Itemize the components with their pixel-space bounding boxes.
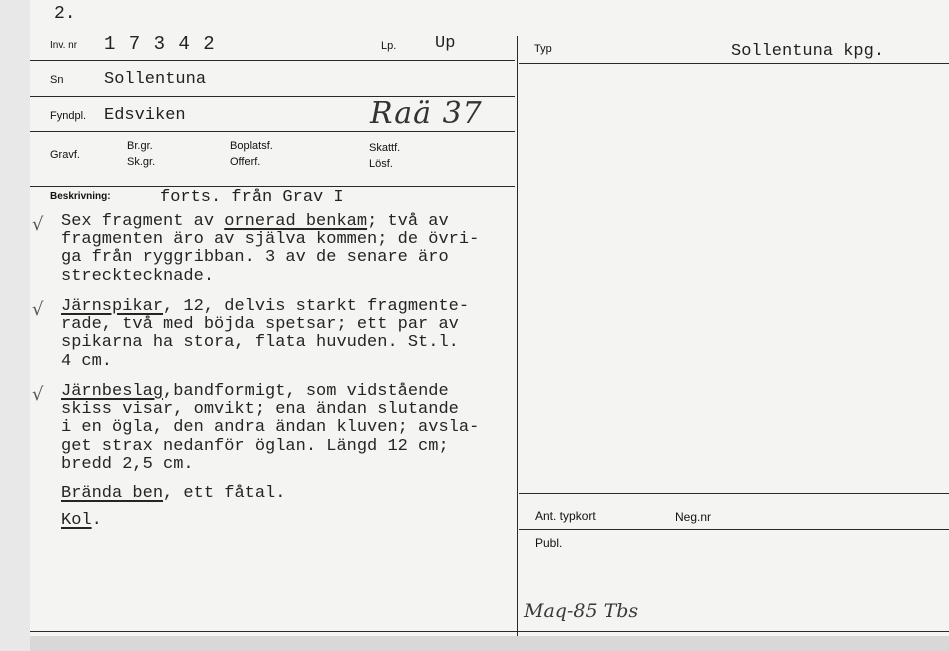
- description-text: ,bandformigt, som vidstående: [163, 382, 449, 401]
- check-mark-icon: √: [32, 299, 44, 320]
- description-text: ga från ryggribban. 3 av de senare äro: [61, 248, 449, 268]
- divider-bottom: [30, 631, 949, 632]
- ant-typkort-label: Ant. typkort: [535, 509, 596, 523]
- typ-value: Sollentuna kpg.: [731, 42, 885, 61]
- description-text: fragmenten äro av själva kommen; de övri-: [61, 230, 480, 250]
- offerf-label: Offerf.: [230, 156, 261, 168]
- description-text: rade, två med böjda spetsar; ett par av: [61, 315, 459, 335]
- underlined-term: Järnspikar: [61, 297, 164, 316]
- description-text: skiss visar, omvikt; ena ändan slutande: [61, 400, 459, 420]
- description-text: bredd 2,5 cm.: [61, 454, 194, 474]
- description-line: [61, 511, 102, 530]
- gravf-label: Gravf.: [50, 149, 80, 161]
- description-line: [61, 455, 194, 474]
- description-line: [61, 297, 469, 316]
- underlined-term: Brända ben: [61, 484, 164, 503]
- divider-row1: [30, 60, 515, 61]
- negnr-label: Neg.nr: [675, 510, 712, 524]
- boplatsf-label: Boplatsf.: [230, 140, 273, 152]
- description-line: [61, 315, 459, 334]
- skgr-label: Sk.gr.: [127, 156, 156, 168]
- description-line: [61, 333, 459, 352]
- description-line: [61, 484, 285, 503]
- inv-nr-value: 1 7 3 4 2: [104, 33, 216, 55]
- bottom-handwritten: Maq-85 Tbs: [524, 600, 639, 622]
- description-text: , 12, delvis starkt fragmente-: [163, 297, 470, 316]
- fyndpl-label: Fyndpl.: [50, 110, 87, 122]
- losf-label: Lösf.: [369, 158, 393, 170]
- underlined-term: Järnbeslag: [61, 382, 164, 401]
- divider-row3: [30, 131, 515, 132]
- description-line: [61, 230, 479, 249]
- description-line: [61, 248, 449, 267]
- lp-value: Up: [435, 34, 456, 53]
- divider-typkort: [519, 493, 949, 494]
- beskrivning-label: Beskrivning:: [50, 191, 111, 202]
- skattf-label: Skattf.: [369, 142, 401, 154]
- catalog-card: [30, 0, 949, 651]
- sn-label: Sn: [50, 74, 64, 86]
- typ-label: Typ: [534, 43, 552, 55]
- description-text: .: [91, 511, 102, 530]
- beskrivning-intro: forts. från Grav I: [160, 188, 344, 207]
- card-number: 2.: [54, 4, 76, 24]
- description-text: Sex fragment av: [61, 212, 225, 231]
- lp-label: Lp.: [381, 40, 397, 52]
- column-divider: [517, 36, 518, 636]
- brgr-label: Br.gr.: [127, 140, 153, 152]
- description-line: [61, 212, 449, 231]
- description-text: strecktecknade.: [61, 266, 215, 286]
- description-line: [61, 437, 449, 456]
- fyndpl-value: Edsviken: [104, 106, 186, 125]
- description-text: get strax nedanför öglan. Längd 12 cm;: [61, 436, 449, 456]
- description-text: spikarna ha stora, flata huvuden. St.l.: [61, 333, 459, 353]
- underlined-term: ornerad benkam: [224, 212, 368, 231]
- divider-publ: [519, 529, 949, 530]
- raa-handwritten: Raä 37: [370, 96, 483, 131]
- description-line: [61, 352, 112, 371]
- description-line: [61, 418, 479, 437]
- divider-row4: [30, 186, 515, 187]
- check-mark-icon: √: [32, 384, 44, 405]
- description-line: [61, 267, 214, 286]
- inv-nr-label: Inv. nr: [50, 40, 78, 51]
- description-line: [61, 382, 449, 401]
- sn-value: Sollentuna: [104, 70, 207, 89]
- underlined-term: Kol: [61, 511, 92, 530]
- description-text: 4 cm.: [61, 351, 113, 371]
- divider-typ: [519, 63, 949, 64]
- description-text: , ett fåtal.: [163, 484, 286, 503]
- description-text: i en ögla, den andra ändan kluven; avsla-: [61, 418, 480, 438]
- description-line: [61, 400, 459, 419]
- publ-label: Publ.: [535, 536, 563, 550]
- description-text: ; två av: [367, 212, 449, 231]
- check-mark-icon: √: [32, 214, 44, 235]
